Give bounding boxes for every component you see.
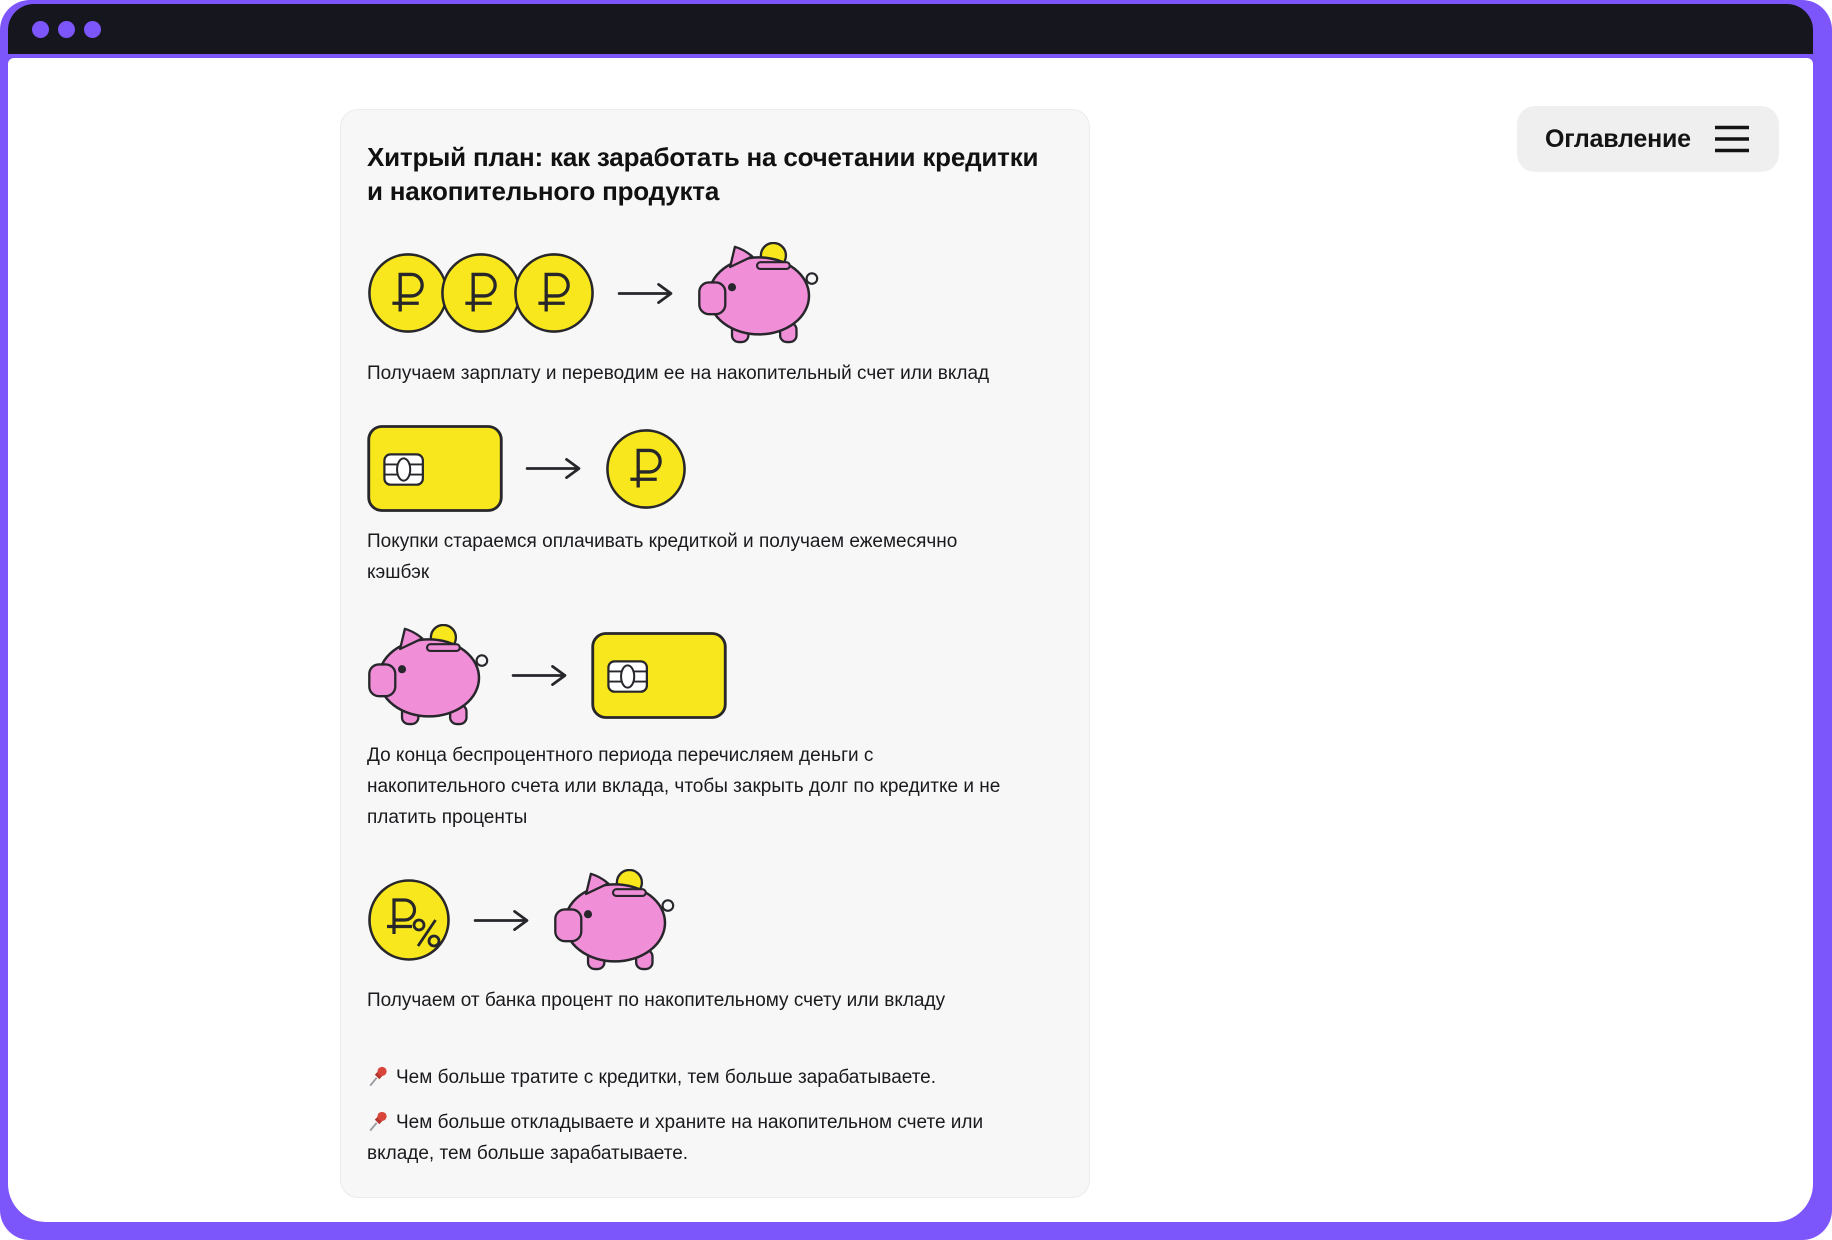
- article-title: Хитрый план: как заработать на сочетании кредитки и накопительного продукта: [367, 142, 1039, 206]
- ruble-coin-icon: [605, 428, 687, 510]
- step-1-icons: [367, 242, 1063, 344]
- right-arrow-icon: [511, 663, 569, 688]
- article-card: [340, 109, 1090, 1198]
- right-arrow-icon: [473, 908, 531, 933]
- right-arrow-icon: [525, 456, 583, 481]
- step-3-icons: [367, 624, 1063, 726]
- credit-card-icon: [591, 632, 727, 719]
- ruble-coin-icon: [440, 252, 522, 334]
- step-row-repay: [367, 624, 1063, 833]
- step-caption: Получаем от банка процент по накопительному счету или вкладу: [367, 990, 946, 1011]
- step-4-icons: [367, 869, 1063, 971]
- ruble-coin-icon: [513, 252, 595, 334]
- window-control-dot[interactable]: [84, 21, 101, 38]
- step-row-interest: [367, 869, 1063, 1016]
- ruble-percent-coin-icon: [367, 878, 451, 962]
- window-control-dot[interactable]: [32, 21, 49, 38]
- hamburger-menu-icon: [1713, 124, 1751, 154]
- step-caption: Покупки стараемся оплачивать кредиткой и получаем ежемесячно кэшбэк: [367, 531, 958, 583]
- step-2-icons: [367, 425, 1063, 512]
- step-row-cashback: [367, 425, 1063, 588]
- three-ruble-coins-icon: [367, 252, 595, 334]
- table-of-contents-label: Оглавление: [1545, 124, 1691, 153]
- note-text: Чем больше откладываете и храните на накопительном счете или вкладе, тем больше зарабатываете.: [367, 1112, 984, 1164]
- right-arrow-icon: [617, 281, 675, 306]
- ruble-coin-icon: [367, 252, 449, 334]
- note-text: Чем больше тратите с кредитки, тем больше зарабатываете.: [396, 1067, 937, 1088]
- window-control-dot[interactable]: [58, 21, 75, 38]
- note-item: [367, 1062, 1047, 1093]
- piggy-bank-icon: [697, 242, 819, 344]
- piggy-bank-icon: [553, 869, 675, 971]
- step-row-salary: [367, 242, 1063, 389]
- pushpin-icon: [367, 1065, 389, 1087]
- window-titlebar: [8, 4, 1813, 54]
- note-item: [367, 1107, 1047, 1169]
- pushpin-icon: [367, 1110, 389, 1132]
- step-caption: До конца беспроцентного периода перечисляем деньги с накопительного счета или вклада, чтобы закрыть долг по кредитке и не платить проценты: [367, 745, 1001, 828]
- piggy-bank-icon: [367, 624, 489, 726]
- table-of-contents-button[interactable]: [1517, 106, 1779, 172]
- credit-card-icon: [367, 425, 503, 512]
- key-takeaways: [367, 1062, 1063, 1169]
- page-content: [8, 58, 1813, 1222]
- step-caption: Получаем зарплату и переводим ее на накопительный счет или вклад: [367, 363, 990, 384]
